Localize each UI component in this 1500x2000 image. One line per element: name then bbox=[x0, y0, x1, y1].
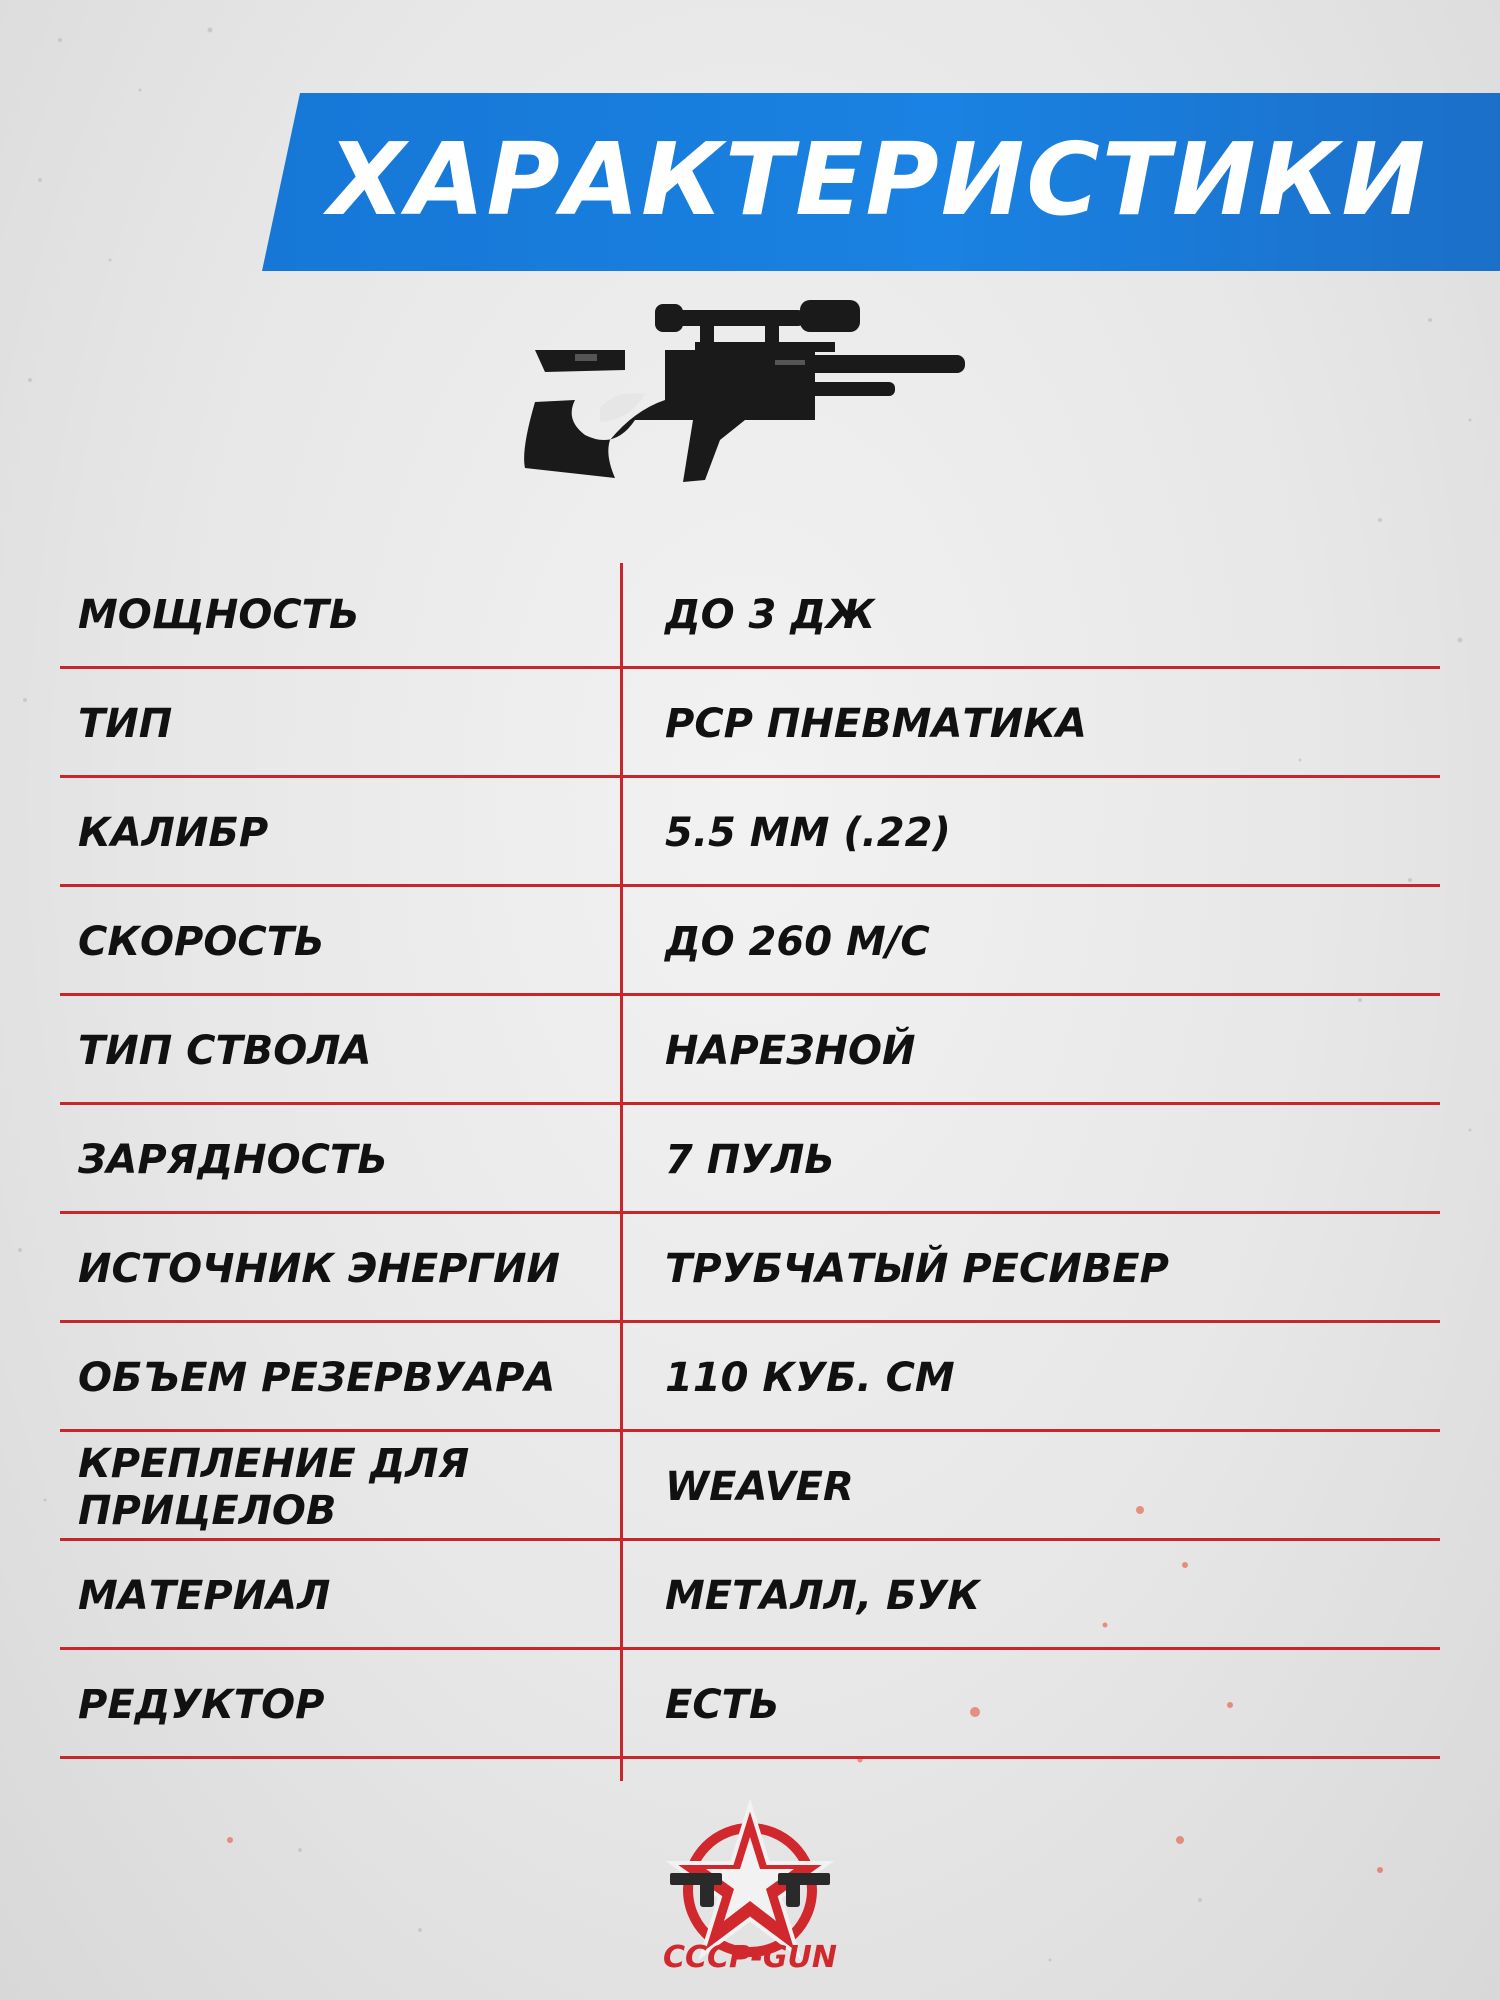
spec-label: МАТЕРИАЛ bbox=[78, 1573, 331, 1620]
table-row bbox=[60, 999, 1440, 1105]
spec-label: МОЩНОСТЬ bbox=[78, 592, 360, 639]
spec-label: ЗАРЯДНОСТЬ bbox=[78, 1137, 388, 1184]
spec-value: 110 КУБ. СМ bbox=[665, 1355, 955, 1402]
spec-value: МЕТАЛЛ, БУК bbox=[665, 1573, 980, 1620]
spec-label: СКОРОСТЬ bbox=[78, 919, 325, 966]
specs-table bbox=[60, 563, 1440, 1781]
page-title: ХАРАКТЕРИСТИКИ bbox=[328, 121, 1428, 238]
air-rifle-image bbox=[515, 290, 995, 490]
table-row bbox=[60, 1653, 1440, 1759]
table-row bbox=[60, 1326, 1440, 1432]
table-row bbox=[60, 563, 1440, 669]
table-row bbox=[60, 1108, 1440, 1214]
spec-label: КРЕПЛЕНИЕ ДЛЯ ПРИЦЕЛОВ bbox=[78, 1440, 470, 1534]
spec-label: РЕДУКТОР bbox=[78, 1682, 325, 1729]
table-row bbox=[60, 672, 1440, 778]
table-row bbox=[60, 1435, 1440, 1541]
spec-value: PCP ПНЕВМАТИКА bbox=[665, 701, 1087, 748]
table-row bbox=[60, 781, 1440, 887]
spec-value: ТРУБЧАТЫЙ РЕСИВЕР bbox=[665, 1246, 1169, 1293]
spec-value: ДО 260 М/С bbox=[665, 919, 930, 966]
spec-label: ИСТОЧНИК ЭНЕРГИИ bbox=[78, 1246, 560, 1293]
spec-value: ДО 3 ДЖ bbox=[665, 592, 875, 639]
spec-label: ОБЪЕМ РЕЗЕРВУАРА bbox=[78, 1355, 556, 1402]
spec-value: WEAVER bbox=[665, 1464, 854, 1511]
spec-value: 7 ПУЛЬ bbox=[665, 1137, 835, 1184]
table-row bbox=[60, 890, 1440, 996]
spec-label: ТИП СТВОЛА bbox=[78, 1028, 372, 1075]
spec-value: 5.5 ММ (.22) bbox=[665, 810, 951, 857]
table-row bbox=[60, 1217, 1440, 1323]
spec-value: НАРЕЗНОЙ bbox=[665, 1028, 916, 1075]
table-row bbox=[60, 1544, 1440, 1650]
spec-label: КАЛИБР bbox=[78, 810, 269, 857]
spec-label: ТИП bbox=[78, 701, 173, 748]
brand-name: CCCP-GUN bbox=[662, 1940, 838, 1975]
spec-value: ЕСТЬ bbox=[665, 1682, 780, 1729]
